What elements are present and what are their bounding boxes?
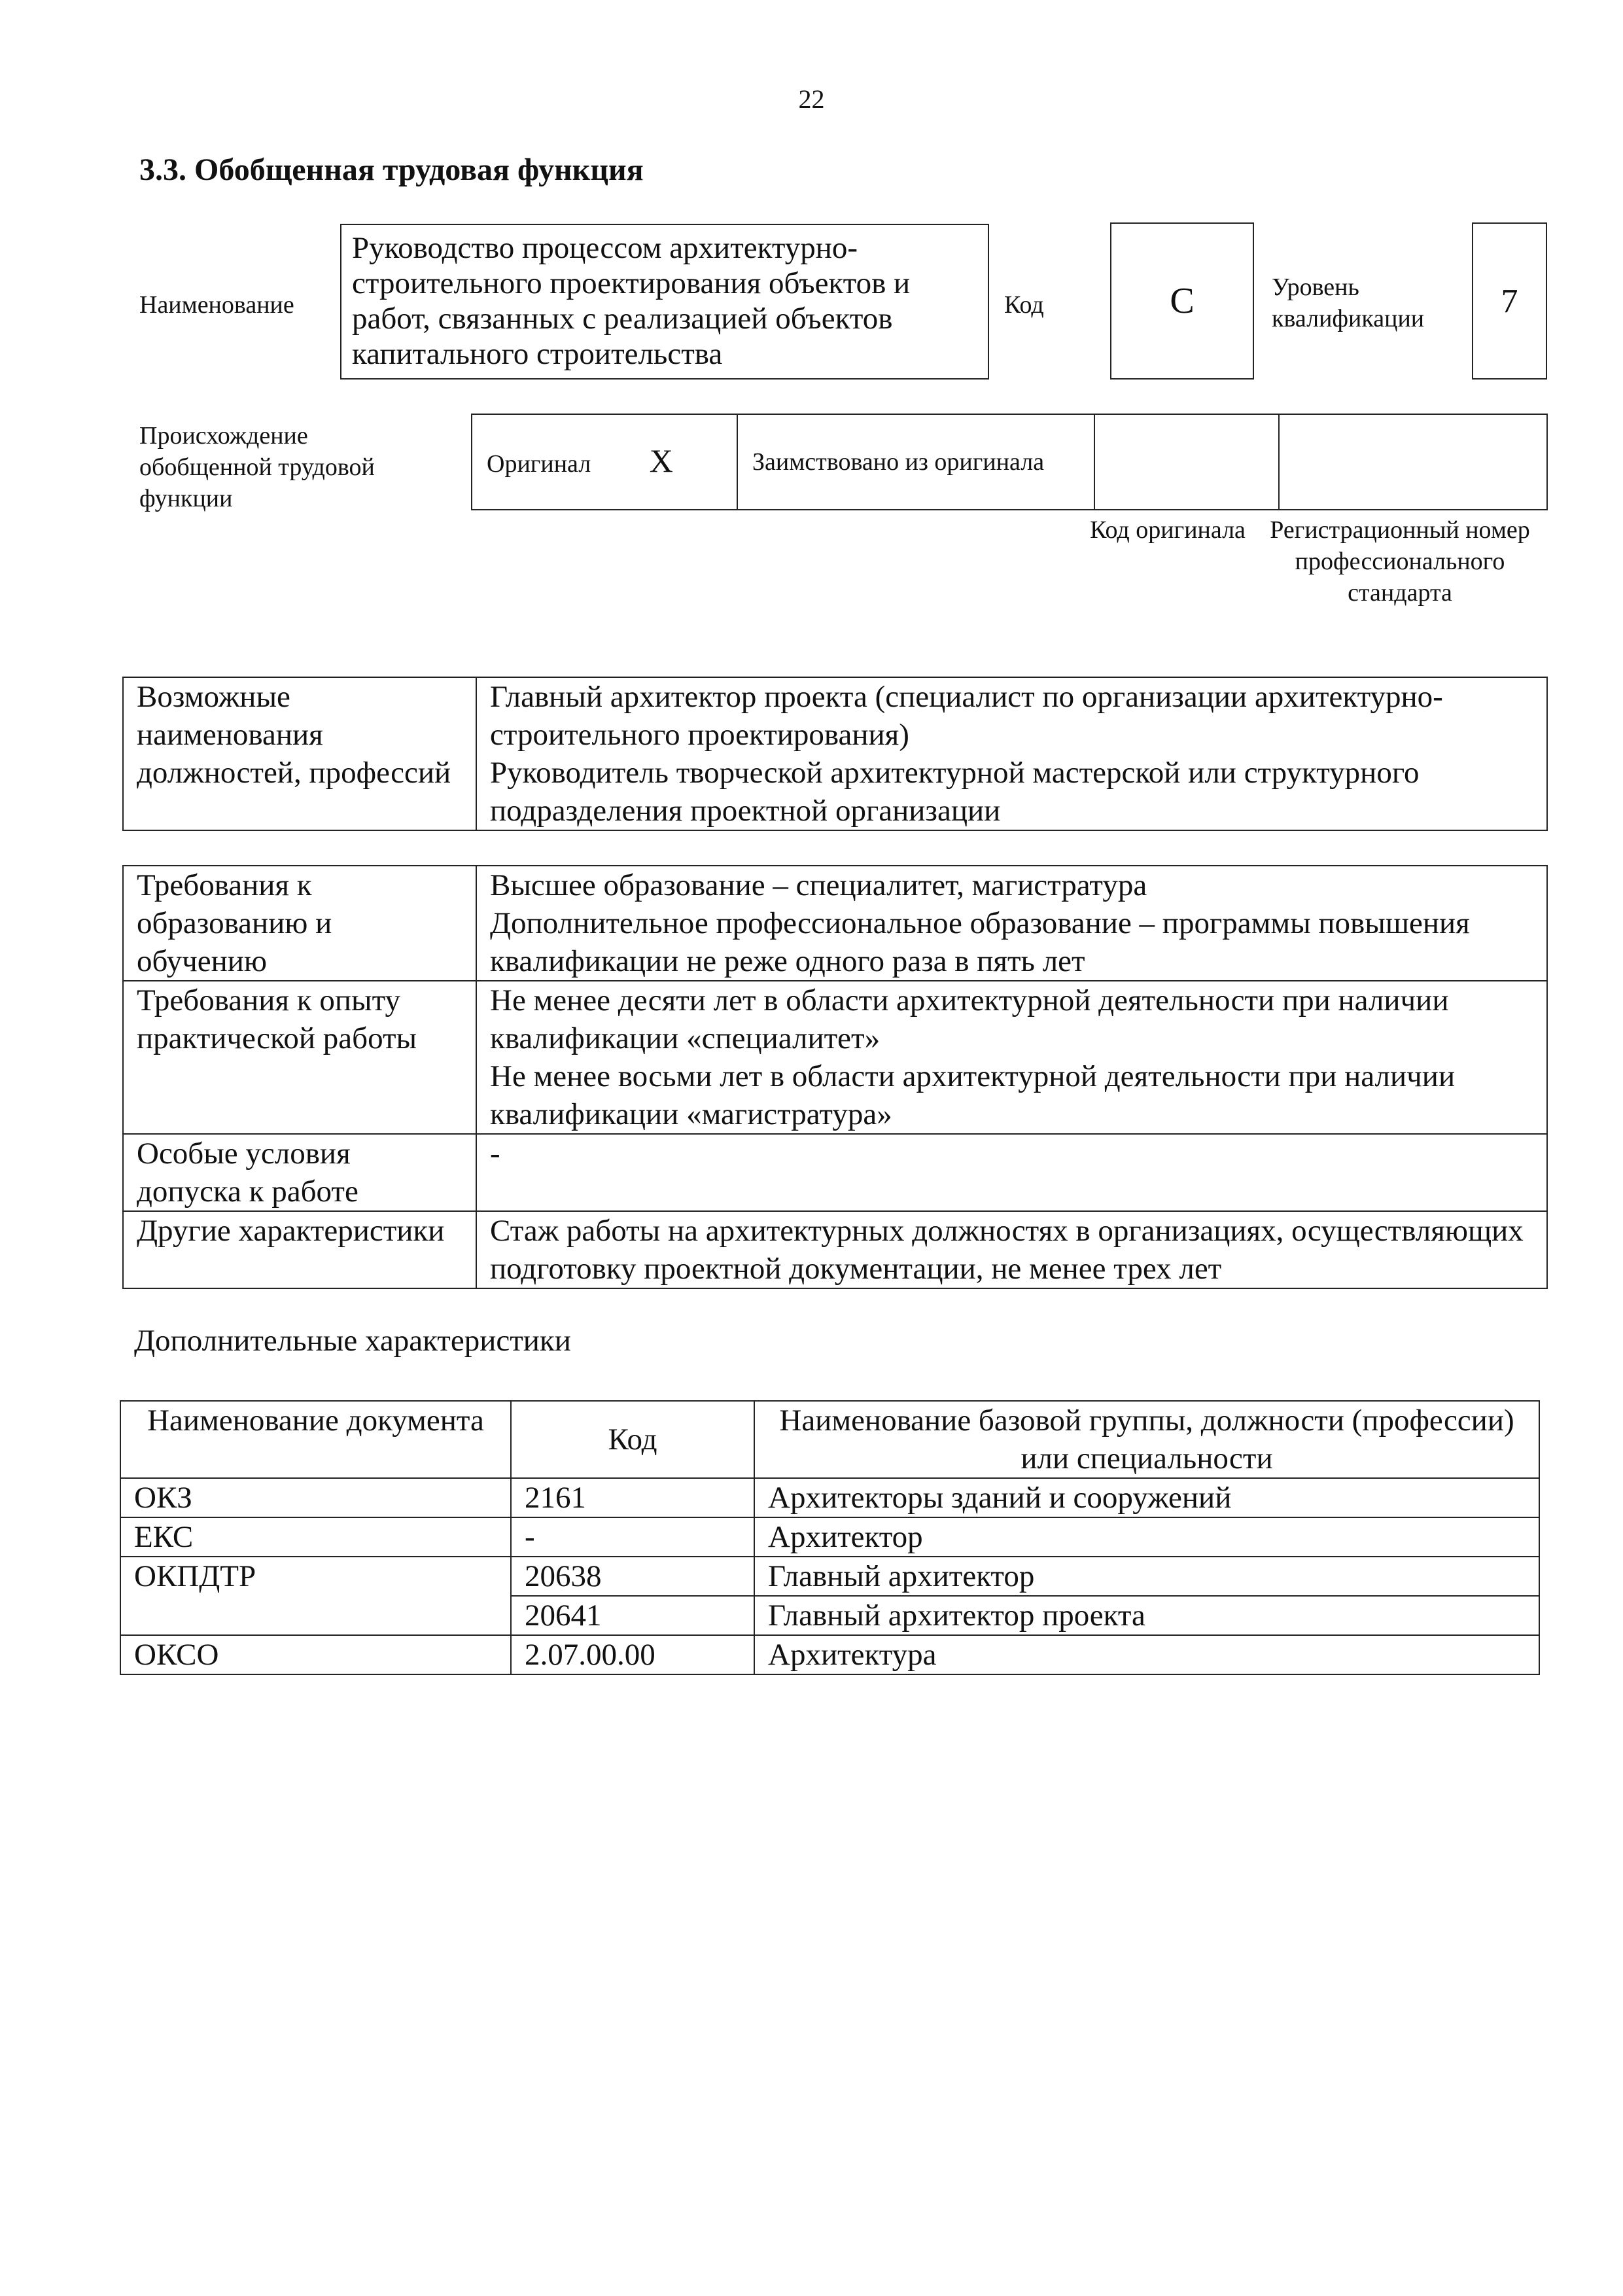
req-values: [476, 866, 1547, 981]
extra-header-doc: Наименование документа: [120, 1401, 511, 1478]
origin-original-cell: [472, 414, 737, 510]
extra-name: Главный архитектор проекта: [754, 1596, 1539, 1635]
extra-doc: ОКЗ: [120, 1478, 511, 1517]
extra-code: -: [511, 1517, 754, 1557]
page-number: 22: [798, 84, 825, 114]
req-label: Другие характеристики: [123, 1211, 476, 1288]
table-row: [120, 1517, 1539, 1557]
req-values: [476, 1211, 1547, 1288]
extra-header-code: Код: [511, 1401, 754, 1478]
extra-header-row: [120, 1401, 1539, 1478]
extra-doc: ОКСО: [120, 1635, 511, 1674]
extra-code: 20641: [511, 1596, 754, 1635]
req-line: Не менее десяти лет в области архитектурной деятельности при наличии квалификации «специалитет»: [490, 983, 1449, 1055]
positions-values: [476, 677, 1547, 830]
position-line: Руководитель творческой архитектурной мастерской или структурного подразделения проектной организации: [490, 756, 1420, 828]
req-line: Дополнительное профессиональное образование – программы повышения квалификации не реже одного раза в пять лет: [490, 906, 1470, 978]
extra-doc: ОКПДТР: [120, 1557, 511, 1635]
requirements-table: [122, 865, 1548, 1289]
table-row: [123, 981, 1547, 1134]
table-row: [120, 1478, 1539, 1517]
extra-title: Дополнительные характеристики: [134, 1324, 571, 1358]
function-name-value: Руководство процессом архитектурно-строительного проектирования объектов и работ, связанных с реализацией объектов капитального строительства: [352, 231, 911, 371]
req-values: [476, 1134, 1547, 1211]
origin-table: [471, 414, 1548, 510]
section-title: 3.3. Обобщенная трудовая функция: [139, 152, 644, 187]
req-line: Не менее восьми лет в области архитектурной деятельности при наличии квалификации «магистратура»: [490, 1059, 1456, 1131]
positions-table: [122, 677, 1548, 831]
extra-name: Архитекторы зданий и сооружений: [754, 1478, 1539, 1517]
function-name-box: [340, 224, 989, 380]
level-label: Уровень квалификации: [1272, 274, 1425, 332]
name-label: Наименование: [139, 291, 294, 319]
extra-code: 2.07.00.00: [511, 1635, 754, 1674]
extra-code: 2161: [511, 1478, 754, 1517]
table-row: [123, 1211, 1547, 1288]
origin-borrowed-cell: [737, 414, 1094, 510]
positions-row: [123, 677, 1547, 830]
table-row: [123, 866, 1547, 981]
req-label: Требования к образованию и обучению: [123, 866, 476, 981]
req-line: -: [490, 1137, 500, 1171]
req-line: Стаж работы на архитектурных должностях в организациях, осуществляющих подготовку проектной документации, не менее трех лет: [490, 1214, 1524, 1286]
origin-original-label: Оригинал: [487, 450, 591, 478]
origin-borrowed-label: Заимствовано из оригинала: [752, 448, 1045, 476]
req-values: [476, 981, 1547, 1134]
code-label: Код: [1004, 291, 1044, 319]
table-row: [120, 1557, 1539, 1596]
code-original-caption: Код оригинала: [1090, 516, 1246, 544]
extra-name: Главный архитектор: [754, 1557, 1539, 1596]
origin-label: Происхождение обобщенной трудовой функции: [139, 422, 375, 512]
extra-name: Архитектор: [754, 1517, 1539, 1557]
table-row: [120, 1635, 1539, 1674]
table-row: [123, 1134, 1547, 1211]
req-label: Особые условия допуска к работе: [123, 1134, 476, 1211]
extra-table: [120, 1400, 1540, 1675]
reg-number-caption: Регистрационный номер профессионального стандарта: [1270, 516, 1530, 607]
extra-code: 20638: [511, 1557, 754, 1596]
origin-original-mark: X: [649, 442, 673, 479]
positions-label: Возможные наименования должностей, профессий: [123, 677, 476, 830]
origin-code-cell: [1094, 414, 1279, 510]
extra-doc: ЕКС: [120, 1517, 511, 1557]
level-value: 7: [1501, 282, 1518, 320]
extra-header-name: Наименование базовой группы, должности (профессии) или специальности: [754, 1401, 1539, 1478]
origin-reg-cell: [1279, 414, 1547, 510]
code-box: [1110, 222, 1254, 380]
extra-name: Архитектура: [754, 1635, 1539, 1674]
req-line: Высшее образование – специалитет, магистратура: [490, 868, 1147, 902]
req-label: Требования к опыту практической работы: [123, 981, 476, 1134]
code-value: С: [1170, 281, 1195, 321]
position-line: Главный архитектор проекта (специалист по организации архитектурно-строительного проектирования): [490, 680, 1443, 752]
level-box: [1472, 222, 1547, 380]
